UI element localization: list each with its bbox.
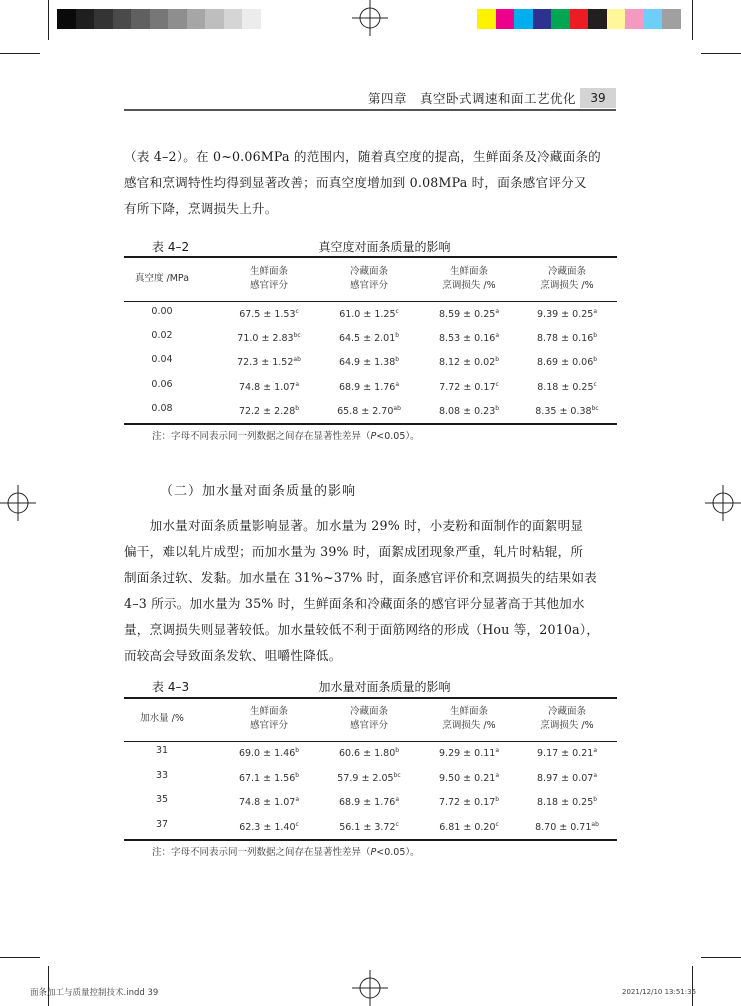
crop-mark: [701, 53, 741, 54]
crop-mark: [0, 53, 40, 54]
significance-letter: b: [295, 771, 300, 779]
row-label: [112, 306, 212, 317]
cell-value: 0.00: [151, 306, 173, 317]
table-cell: [517, 309, 617, 320]
cell-value: 62.3 ± 1.40: [239, 821, 296, 833]
row-label: [112, 819, 212, 830]
cell-value: 71.0 ± 2.83: [237, 333, 294, 345]
cell-value: 35: [155, 794, 169, 805]
cell-value: 69.0 ± 1.46: [238, 748, 296, 759]
text-line: 4–3 所示。加水量为 35% 时，生鲜面条和冷藏面条的感官评分显著高于其他加水: [124, 596, 585, 611]
cell-value: 7.72 ± 0.17: [438, 797, 496, 808]
table-label: 表 4–2: [152, 240, 190, 254]
significance-letter: b: [295, 746, 300, 754]
significance-letter: a: [593, 746, 597, 754]
significance-letter: a: [495, 307, 499, 315]
table-top-rule: [124, 697, 617, 699]
cell-value: 8.08 ± 0.23: [438, 405, 496, 417]
table-cell: [517, 748, 617, 759]
crop-mark: [692, 0, 693, 40]
cell-value: 0.02: [151, 330, 173, 342]
footnote-p-symbol: P: [370, 431, 377, 442]
cell-value: 0.06: [151, 378, 173, 390]
cell-value: 7.72 ± 0.17: [439, 381, 496, 393]
table-cell: [517, 797, 617, 808]
header-rule: [124, 109, 616, 111]
table-cell: [517, 406, 617, 417]
cell-value: 8.97 ± 0.07: [537, 772, 594, 784]
header-line: 感官评分: [349, 720, 388, 731]
data-table-water: [124, 697, 617, 862]
cell-value: 0.04: [151, 354, 173, 366]
table-cell: [419, 748, 519, 759]
significance-letter: c: [295, 820, 299, 828]
running-header: [124, 88, 616, 110]
header-line: 生鲜面条: [449, 706, 488, 717]
column-header: [219, 705, 319, 733]
cell-value: 8.12 ± 0.02: [438, 357, 496, 369]
significance-letter: a: [395, 795, 399, 803]
data-table-vacuum: [124, 256, 617, 446]
section-heading: （二）加水量对面条质量的影响: [160, 484, 357, 499]
cell-value: 68.9 ± 1.76: [339, 797, 396, 808]
table-cell: [517, 333, 617, 344]
cell-value: 9.17 ± 0.21: [537, 748, 594, 759]
table-cell: [319, 357, 419, 368]
significance-letter: ab: [293, 356, 301, 364]
cell-value: 0.08: [151, 402, 173, 414]
footnote-text: <0.05）。: [376, 847, 420, 858]
color-swatch: [588, 9, 607, 29]
significance-letter: a: [495, 332, 499, 340]
chapter-title: 第四章 真空卧式调速和面工艺优化: [367, 91, 576, 106]
table-cell: [419, 357, 519, 368]
color-swatch: [662, 9, 681, 29]
registration-mark-icon: [0, 485, 36, 521]
cell-value: 8.53 ± 0.16: [439, 333, 496, 345]
significance-letter: a: [295, 795, 299, 803]
cell-value: 67.1 ± 1.56: [238, 772, 296, 784]
significance-letter: b: [395, 332, 400, 340]
table-cell: [419, 333, 519, 344]
table-label: 表 4–3: [152, 680, 190, 694]
color-swatch: [551, 9, 570, 29]
table-cell: [219, 357, 319, 368]
header-line: 感官评分: [349, 280, 388, 291]
table-cell: [219, 797, 319, 808]
row-label: [112, 794, 212, 805]
cell-value: 74.8 ± 1.07: [239, 381, 296, 393]
table-cell: [517, 822, 617, 833]
header-line: 冷藏面条: [349, 266, 388, 277]
footer-timestamp: 2021/12/10 13:51:36: [622, 988, 697, 996]
header-line: 感官评分: [249, 720, 288, 731]
row-label: [112, 745, 212, 756]
table-cell: [319, 797, 419, 808]
cell-value: 67.5 ± 1.53: [239, 309, 296, 320]
cell-value: 64.9 ± 1.38: [338, 357, 396, 369]
cell-value: 8.35 ± 0.38: [535, 405, 592, 417]
crop-mark: [701, 957, 741, 958]
table-cell: [419, 797, 519, 808]
significance-letter: bc: [293, 332, 301, 340]
table-header-rule: [124, 741, 617, 742]
text-line: （表 4–2）。在 0~0.06MPa 的范围内，随着真空度的提高，生鲜面条及冷藏面条的: [124, 149, 601, 164]
table-cell: [319, 406, 419, 417]
cell-value: 9.50 ± 0.21: [439, 772, 496, 784]
cell-value: 8.78 ± 0.16: [536, 333, 594, 345]
color-swatch: [57, 9, 76, 29]
table-cell: [219, 382, 319, 393]
table-cell: [219, 773, 319, 784]
cell-value: 60.6 ± 1.80: [338, 748, 396, 759]
grayscale-calibration-bar: [57, 9, 261, 29]
table-cell: [219, 406, 319, 417]
significance-letter: bc: [591, 404, 599, 412]
crop-mark: [0, 957, 40, 958]
body-paragraph-1: [124, 144, 618, 222]
footnote-text: 注：字母不同表示同一列数据之间存在显著性差异（: [152, 431, 371, 442]
cell-value: 68.9 ± 1.76: [339, 381, 396, 393]
table-cell: [517, 382, 617, 393]
significance-letter: a: [395, 380, 399, 388]
table-caption: [152, 678, 617, 696]
table-cell: [319, 309, 419, 320]
table-caption: [152, 238, 617, 256]
significance-letter: c: [495, 820, 499, 828]
text-line: 偏干，难以轧片成型；而加水量为 39% 时，面絮成团现象严重，轧片时粘辊，所: [124, 544, 584, 559]
cell-value: 72.3 ± 1.52: [237, 357, 294, 369]
cell-value: 6.81 ± 0.20: [439, 821, 496, 833]
text-line: 制面条过软、发黏。加水量在 31%~37% 时，面条感官评价和烹调损失的结果如表: [124, 570, 597, 585]
table-cell: [319, 773, 419, 784]
color-swatch: [168, 9, 187, 29]
color-swatch: [113, 9, 132, 29]
row-label: [112, 770, 212, 781]
significance-letter: c: [495, 380, 499, 388]
body-paragraph-2: [124, 513, 618, 669]
table-cell: [219, 309, 319, 320]
significance-letter: b: [295, 404, 300, 412]
significance-letter: b: [495, 795, 500, 803]
significance-letter: b: [495, 356, 500, 364]
column-header: [517, 265, 617, 293]
significance-letter: c: [395, 820, 399, 828]
color-swatch: [150, 9, 169, 29]
table-top-rule: [124, 256, 617, 258]
column-header: [419, 265, 519, 293]
table-cell: [319, 748, 419, 759]
cell-value: 8.59 ± 0.25: [439, 309, 496, 320]
registration-mark-icon: [352, 970, 388, 1006]
significance-letter: a: [295, 380, 299, 388]
header-line: 感官评分: [249, 280, 288, 291]
header-line: 冷藏面条: [547, 706, 586, 717]
footnote-text: 注：字母不同表示同一列数据之间存在显著性差异（: [152, 847, 371, 858]
cell-value: 65.8 ± 2.70: [337, 405, 394, 417]
significance-letter: c: [295, 307, 299, 315]
cell-value: 8.69 ± 0.06: [536, 357, 594, 369]
column-header: [419, 705, 519, 733]
significance-letter: c: [395, 307, 399, 315]
color-swatch: [477, 9, 496, 29]
column-header: [112, 272, 212, 286]
table-footnote: [152, 844, 420, 858]
table-cell: [319, 822, 419, 833]
cell-value: 9.29 ± 0.11: [439, 748, 496, 759]
color-swatch: [570, 9, 589, 29]
table-title: 真空度对面条质量的影响: [318, 240, 451, 254]
column-header: [112, 712, 212, 726]
cell-value: 74.8 ± 1.07: [239, 797, 296, 808]
cell-value: 8.18 ± 0.25: [537, 381, 594, 393]
table-title: 加水量对面条质量的影响: [318, 680, 451, 694]
text-line: 有所下降，烹调损失上升。: [124, 201, 278, 216]
significance-letter: a: [593, 771, 597, 779]
color-swatch: [607, 9, 626, 29]
significance-letter: b: [593, 795, 598, 803]
table-cell: [419, 406, 519, 417]
cell-value: 37: [155, 818, 169, 830]
color-calibration-bar: [477, 9, 681, 29]
significance-letter: b: [593, 332, 598, 340]
table-cell: [419, 822, 519, 833]
header-line: 生鲜面条: [449, 266, 488, 277]
color-swatch: [625, 9, 644, 29]
color-swatch: [76, 9, 95, 29]
color-swatch: [514, 9, 533, 29]
significance-letter: c: [593, 380, 597, 388]
cell-value: 8.70 ± 0.71: [535, 821, 592, 833]
registration-mark-icon: [705, 485, 741, 521]
row-label: [112, 403, 212, 414]
column-header: [319, 265, 419, 293]
row-label: [112, 354, 212, 365]
header-line: 真空度 /MPa: [134, 273, 190, 284]
header-line: 烹调损失 /%: [442, 720, 496, 731]
header-line: 生鲜面条: [249, 706, 288, 717]
table-header-rule: [124, 301, 617, 302]
color-swatch: [187, 9, 206, 29]
crop-mark: [48, 0, 49, 40]
significance-letter: a: [593, 307, 597, 315]
table-bottom-rule: [124, 423, 617, 425]
text-line: 量，烹调损失则显著较低。加水量较低不利于面筋网络的形成（Hou 等，2010a），: [124, 622, 600, 637]
cell-value: 56.1 ± 3.72: [339, 821, 396, 833]
color-swatch: [205, 9, 224, 29]
header-line: 加水量 /%: [140, 713, 184, 724]
significance-letter: b: [395, 356, 400, 364]
color-swatch: [496, 9, 515, 29]
significance-letter: b: [495, 404, 500, 412]
table-footnote: [152, 428, 420, 442]
header-line: 生鲜面条: [249, 266, 288, 277]
table-cell: [319, 333, 419, 344]
text-line: 加水量对面条质量影响显著。加水量为 29% 时，小麦粉和面制作的面絮明显: [124, 518, 584, 533]
table-cell: [219, 748, 319, 759]
table-cell: [517, 773, 617, 784]
color-swatch: [224, 9, 243, 29]
cell-value: 8.18 ± 0.25: [536, 797, 594, 808]
header-line: 烹调损失 /%: [540, 280, 594, 291]
table-cell: [319, 382, 419, 393]
color-swatch: [94, 9, 113, 29]
cell-value: 64.5 ± 2.01: [338, 333, 396, 345]
crop-mark: [692, 966, 693, 1006]
significance-letter: b: [593, 356, 598, 364]
significance-letter: bc: [393, 771, 401, 779]
row-label: [112, 379, 212, 390]
header-line: 冷藏面条: [349, 706, 388, 717]
cell-value: 31: [155, 745, 169, 756]
significance-letter: a: [495, 746, 499, 754]
table-cell: [419, 309, 519, 320]
column-header: [219, 265, 319, 293]
cell-value: 9.39 ± 0.25: [537, 309, 594, 320]
header-line: 烹调损失 /%: [442, 280, 496, 291]
footnote-p-symbol: P: [370, 847, 377, 858]
significance-letter: b: [395, 746, 400, 754]
table-cell: [517, 357, 617, 368]
footer-filename: 面条加工与质量控制技术.indd 39: [30, 988, 159, 998]
table-cell: [419, 773, 519, 784]
footnote-text: <0.05）。: [376, 431, 420, 442]
table-cell: [219, 822, 319, 833]
row-label: [112, 330, 212, 341]
text-line: 而较高会导致面条发软、咀嚼性降低。: [124, 648, 342, 663]
cell-value: 72.2 ± 2.28: [238, 405, 296, 417]
table-cell: [419, 382, 519, 393]
significance-letter: ab: [591, 820, 599, 828]
cell-value: 61.0 ± 1.25: [339, 309, 396, 320]
color-swatch: [533, 9, 552, 29]
color-swatch: [242, 9, 261, 29]
table-cell: [219, 333, 319, 344]
column-header: [319, 705, 419, 733]
significance-letter: a: [495, 771, 499, 779]
text-line: 感官和烹调特性均得到显著改善；而真空度增加到 0.08MPa 时，面条感官评分又: [124, 175, 587, 190]
significance-letter: ab: [393, 404, 401, 412]
cell-value: 57.9 ± 2.05: [337, 772, 394, 784]
header-line: 冷藏面条: [547, 266, 586, 277]
page-number: 39: [580, 88, 616, 108]
color-swatch: [131, 9, 150, 29]
table-bottom-rule: [124, 839, 617, 841]
column-header: [517, 705, 617, 733]
header-line: 烹调损失 /%: [540, 720, 594, 731]
color-swatch: [644, 9, 663, 29]
registration-mark-icon: [352, 0, 388, 36]
cell-value: 33: [155, 769, 169, 781]
